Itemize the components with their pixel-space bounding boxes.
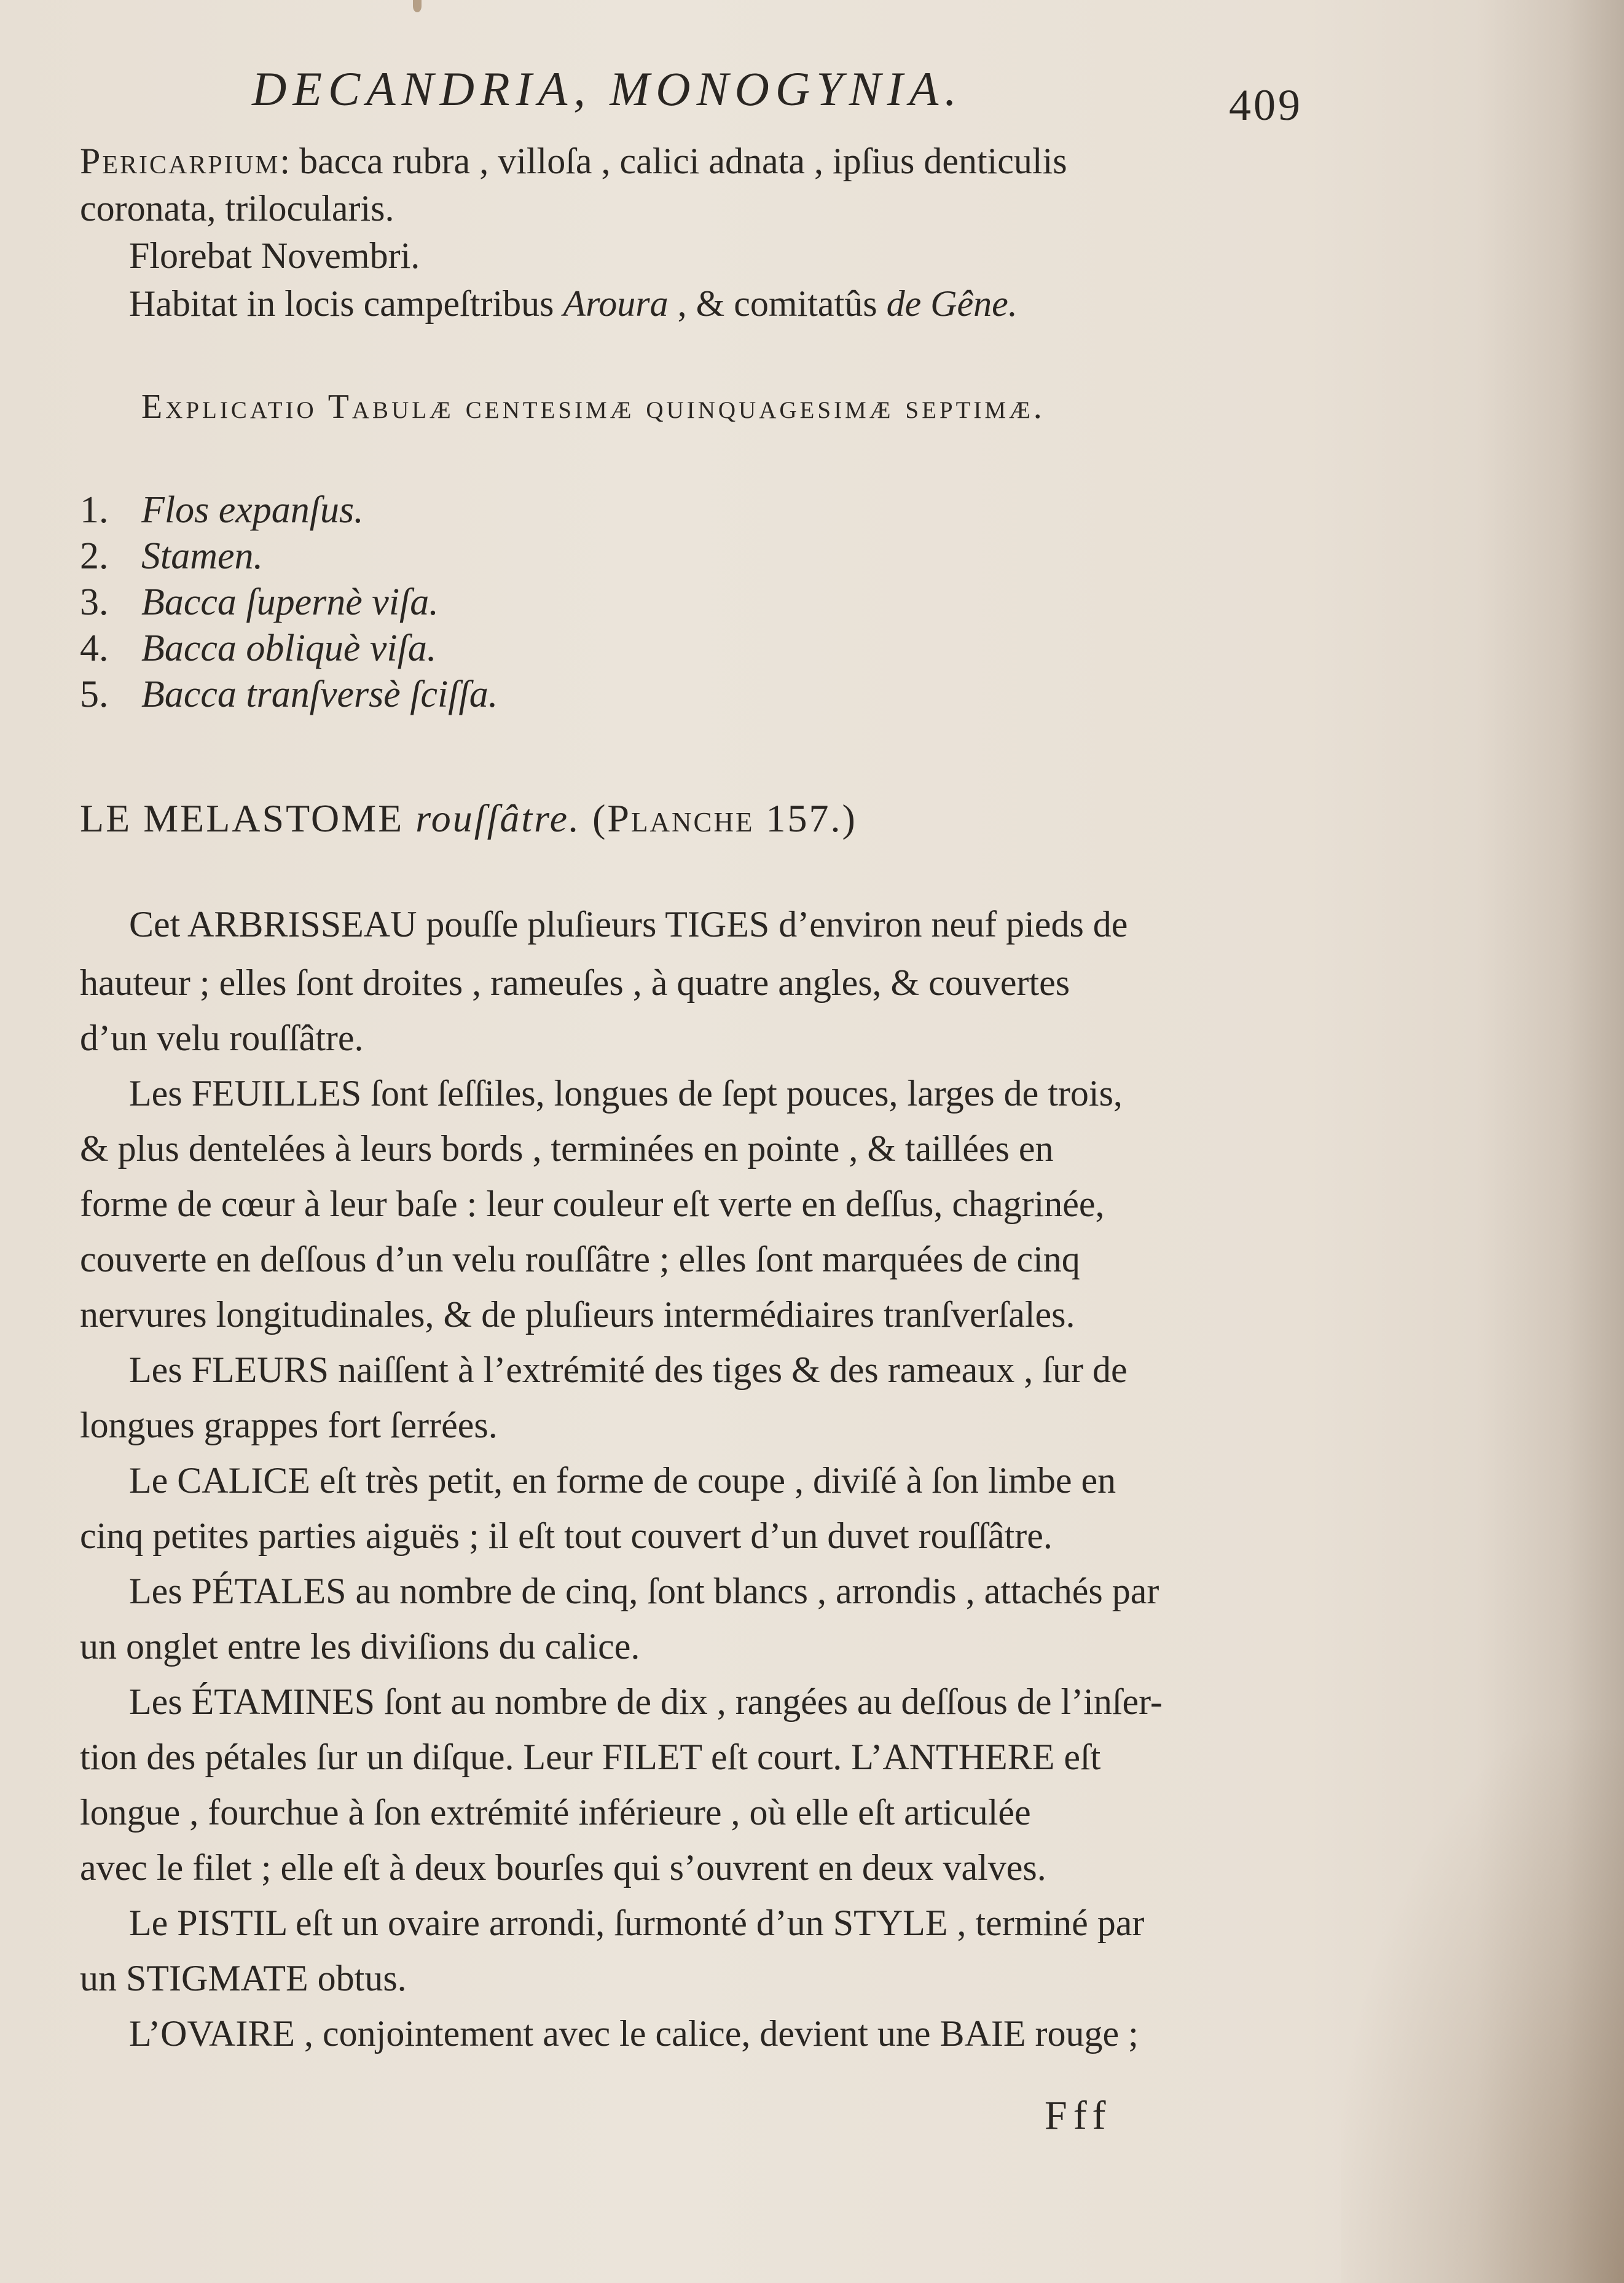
section-title-ref: (Planche 157.) (581, 796, 857, 840)
body-line: avec le filet ; elle eſt à deux bourſes qui s’ouvrent en deux valves. (80, 1847, 1046, 1888)
pericarpium-text-2: coronata, trilocularis. (80, 188, 394, 229)
pericarpium-lead: Pericarpium (80, 141, 280, 181)
page-number: 409 (1229, 81, 1303, 130)
habitat-place-1: Aroura (563, 283, 669, 324)
section-title-main: LE MELASTOME (80, 796, 416, 840)
item-text: Stamen. (141, 535, 264, 577)
item-text: Bacca tranſversè ſciſſa. (141, 674, 498, 715)
body-line: un STIGMATE obtus. (80, 1958, 407, 1998)
body-line: Cet ARBRISSEAU pouſſe pluſieurs TIGES d’environ neuf pieds de (129, 904, 1128, 945)
body-line: forme de cœur à leur baſe : leur couleur eſt verte en deſſus, chagrinée, (80, 1184, 1105, 1224)
body-line: Le PISTIL eſt un ovaire arrondi, ſurmonté d’un STYLE , terminé par (129, 1903, 1145, 1943)
item-number: 4. (80, 627, 109, 669)
signature-mark: Fff (1045, 2093, 1112, 2138)
habitat-text: Habitat in locis campeſtribus (129, 283, 563, 324)
section-title (80, 796, 857, 841)
body-line: longue , fourchue à ſon extrémité inférieure , où elle eſt articulée (80, 1792, 1031, 1833)
body-line: Les ÉTAMINES ſont au nombre de dix , rangées au deſſous de l’inſer- (129, 1681, 1163, 1722)
running-head: DECANDRIA, MONOGYNIA. (252, 62, 963, 116)
pericarpium-line-2 (80, 187, 394, 230)
section-title-italic: rouſſâtre. (415, 796, 581, 840)
body-line: hauteur ; elles ſont droites , rameuſes , à quatre angles, & couvertes (80, 962, 1070, 1003)
body-line: d’un velu rouſſâtre. (80, 1018, 364, 1058)
body-line: Les FLEURS naiſſent à l’extrémité des tiges & des rameaux , ſur de (129, 1350, 1128, 1390)
item-number: 3. (80, 581, 109, 623)
habitat-line (129, 283, 1018, 325)
explicatio-item-3 (80, 581, 439, 624)
item-text: Bacca obliquè viſa. (141, 627, 437, 669)
item-number: 5. (80, 674, 109, 715)
item-text: Bacca ſupernè viſa. (141, 581, 439, 623)
habitat-place-2: de Gêne. (886, 283, 1018, 324)
explicatio-heading: Explicatio Tabulæ centesimæ quinquagesimæ septimæ. (141, 388, 1045, 426)
item-number: 2. (80, 535, 109, 577)
page-top-nick (413, 0, 422, 12)
body-line: un onglet entre les diviſions du calice. (80, 1626, 640, 1667)
body-line: couverte en deſſous d’un velu rouſſâtre ; elles ſont marquées de cinq (80, 1239, 1080, 1279)
explicatio-item-4 (80, 627, 436, 670)
body-line: longues grappes fort ſerrées. (80, 1405, 498, 1445)
body-line: Le CALICE eſt très petit, en forme de coupe , diviſé à ſon limbe en (129, 1460, 1116, 1501)
body-line: L’OVAIRE , conjointement avec le calice, devient une BAIE rouge ; (129, 2013, 1139, 2054)
explicatio-item-5 (80, 673, 498, 717)
page-stain (1341, 1730, 1624, 2283)
body-line: & plus dentelées à leurs bords , terminées en pointe , & taillées en (80, 1128, 1054, 1169)
body-line: tion des pétales ſur un diſque. Leur FILET eſt court. L’ANTHERE eſt (80, 1737, 1101, 1777)
florebat-line: Florebat Novembri. (129, 235, 420, 276)
explicatio-item-2 (80, 535, 263, 578)
item-number: 1. (80, 489, 109, 531)
item-text: Flos expanſus. (141, 489, 364, 531)
pericarpium-text-1: : bacca rubra , villoſa , calici adnata , ipſius denticulis (280, 141, 1067, 181)
pericarpium-line-1 (80, 140, 1067, 183)
body-line: nervures longitudinales, & de pluſieurs intermédiaires tranſverſales. (80, 1294, 1075, 1335)
body-line: Les FEUILLES ſont ſeſſiles, longues de ſept pouces, larges de trois, (129, 1073, 1123, 1114)
body-line: Les PÉTALES au nombre de cinq, ſont blancs , arrondis , attachés par (129, 1571, 1159, 1611)
body-line: cinq petites parties aiguës ; il eſt tout couvert d’un duvet rouſſâtre. (80, 1515, 1053, 1556)
explicatio-item-1 (80, 489, 364, 532)
habitat-mid: , & comitatûs (668, 283, 887, 324)
